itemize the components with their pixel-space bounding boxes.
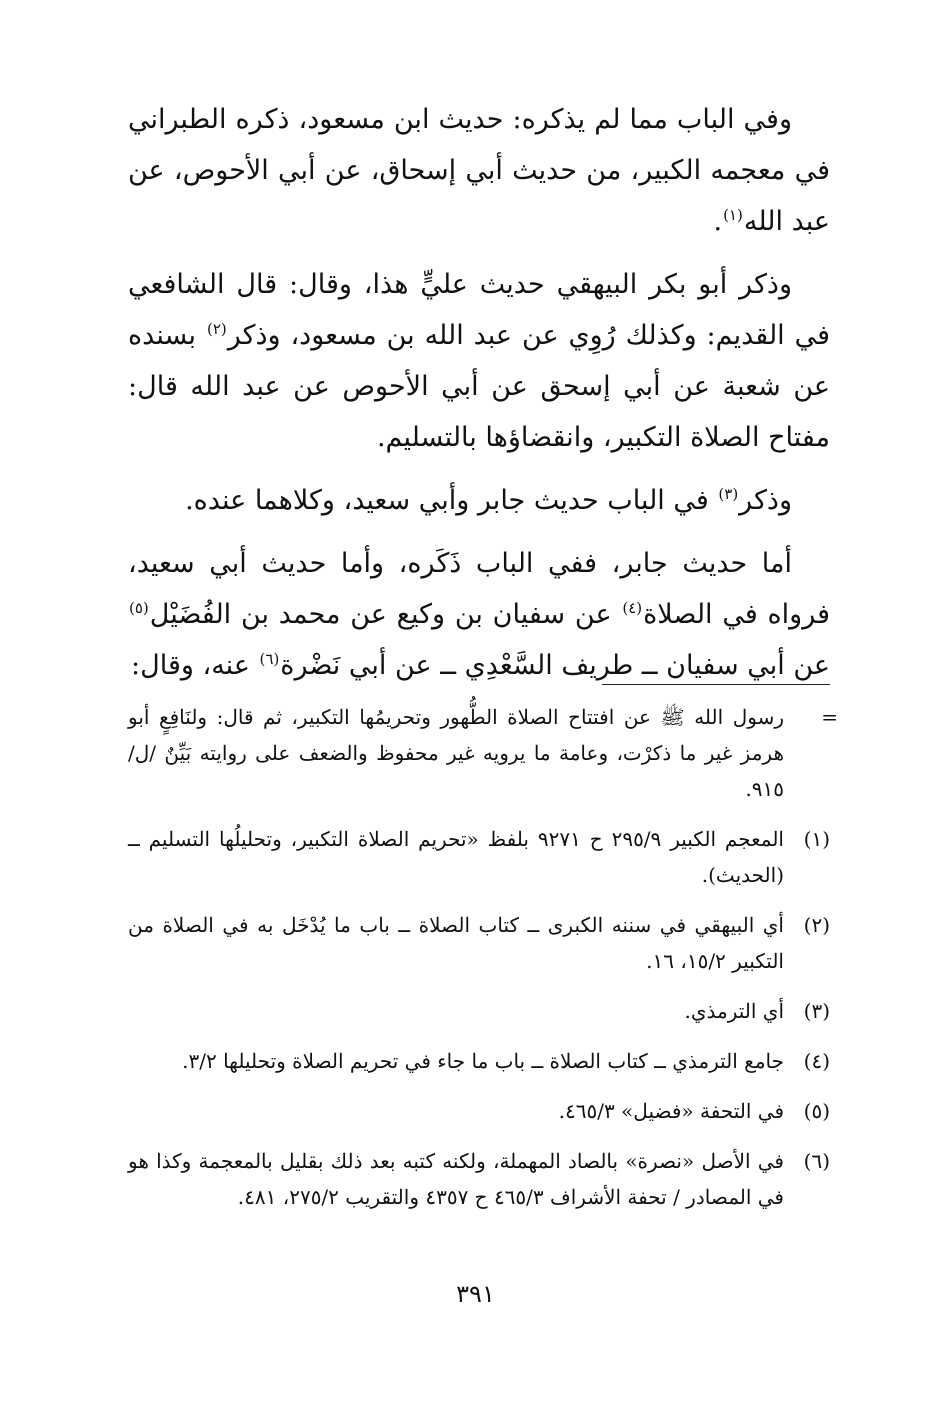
- paragraph-4-part-2: عن سفيان بن وكيع عن محمد بن الفُضَيْل: [149, 599, 622, 630]
- footnote-continuation-text: رسول الله ﷺ عن افتتاح الصلاة الطُّهور وتحريمُها التكبير، ثم قال: ولنَافِعٍ أبو هرمز غير ما ذكرْت، وعامة ما يرويه غير محفوظ والضعف على روايته بَيِّنٌ /ل/٩١٥.: [128, 705, 784, 801]
- footnote-text: أي البيهقي في سننه الكبرى ــ كتاب الصلاة ــ باب ما يُدْخَل به في الصلاة من التكبير ١٥/٢، ١٦.: [128, 913, 784, 973]
- footnote-ref-3: (٣): [718, 485, 739, 503]
- footnote-text: جامع الترمذي ــ كتاب الصلاة ــ باب ما جاء في تحريم الصلاة وتحليلها ٣/٢.: [182, 1049, 784, 1073]
- footnote-text: أي الترمذي.: [684, 999, 784, 1023]
- footnote-ref-5: (٥): [129, 599, 149, 617]
- footnote-text: المعجم الكبير ٢٩٥/٩ ح ٩٢٧١ بلفظ «تحريم الصلاة التكبير، وتحليلُها التسليم ــ (الحديث).: [128, 827, 784, 887]
- footnote-number: (٢): [803, 913, 830, 937]
- page-body: [128, 94, 838, 1209]
- footnotes: [128, 699, 838, 1229]
- footnote-text: في الأصل «نصرة» بالصاد المهملة، ولكنه كتبه بعد ذلك بقليل بالمعجمة وكذا هو في المصادر / تحفة الأشراف ٤٦٥/٣ ح ٤٣٥٧ والتقريب ٢٧٥/٢، ٤٨١.: [128, 1149, 784, 1209]
- paragraph-1: [128, 94, 830, 247]
- footnote-6: [128, 1143, 830, 1215]
- footnote-ref-4: (٤): [622, 599, 643, 617]
- footnote-continuation: [128, 699, 838, 807]
- footnote-3: [128, 993, 830, 1029]
- footnote-number: (٣): [803, 999, 830, 1023]
- paragraph-4-part-3: عن أبي سفيان ــ طريف السَّعْدِي ــ عن أبي نَضْرة: [280, 650, 830, 681]
- footnote-ref-2: (٢): [206, 320, 227, 338]
- paragraph-2: [128, 259, 830, 463]
- paragraph-3-rest: في الباب حديث جابر وأبي سعيد، وكلاهما عنده.: [185, 485, 718, 516]
- footnote-number: (١): [803, 827, 830, 851]
- paragraph-1-end: .: [713, 206, 723, 237]
- footnote-ref-6: (٦): [259, 650, 280, 668]
- continuation-mark: =: [821, 705, 838, 729]
- footnote-2: [128, 907, 830, 979]
- paragraph-4-part-1: أما حديث جابر، ففي الباب ذَكَره، وأما حديث أبي سعيد، فرواه في الصلاة: [128, 548, 830, 630]
- paragraph-3: [128, 475, 830, 526]
- footnote-ref-1: (١): [723, 206, 743, 224]
- footnote-5: [128, 1093, 830, 1129]
- footnote-1: [128, 821, 830, 893]
- footnote-4: [128, 1043, 830, 1079]
- footnote-text: في التحفة «فضيل» ٤٦٥/٣.: [558, 1099, 784, 1123]
- paragraph-4-part-4: عنه، وقال:: [131, 650, 259, 681]
- footnote-number: (٦): [803, 1149, 830, 1173]
- footnote-number: (٤): [803, 1049, 830, 1073]
- page-number: ٣٩١: [456, 1280, 495, 1308]
- main-text: [128, 94, 830, 691]
- paragraph-4: [128, 538, 830, 691]
- paragraph-2-text: وذكر أبو بكر البيهقي حديث عليٍّ هذا، وقال: قال الشافعي في القديم: وكذلك رُوِي عن عبد الله بن مسعود، وذكر: [128, 269, 830, 351]
- footnote-number: (٥): [803, 1099, 830, 1123]
- paragraph-3-text: وذكر: [739, 485, 792, 516]
- paragraph-1-text: وفي الباب مما لم يذكره: حديث ابن مسعود، ذكره الطبراني في معجمه الكبير، من حديث أبي إسحاق، عن أبي الأحوص، عن عبد الله: [128, 104, 830, 237]
- paragraph-2-rest: بسنده عن شعبة عن أبي إسحق عن أبي الأحوص عن عبد الله قال: مفتاح الصلاة التكبير، وانقضاؤها بالتسليم.: [128, 320, 830, 453]
- footnote-separator: [602, 684, 830, 685]
